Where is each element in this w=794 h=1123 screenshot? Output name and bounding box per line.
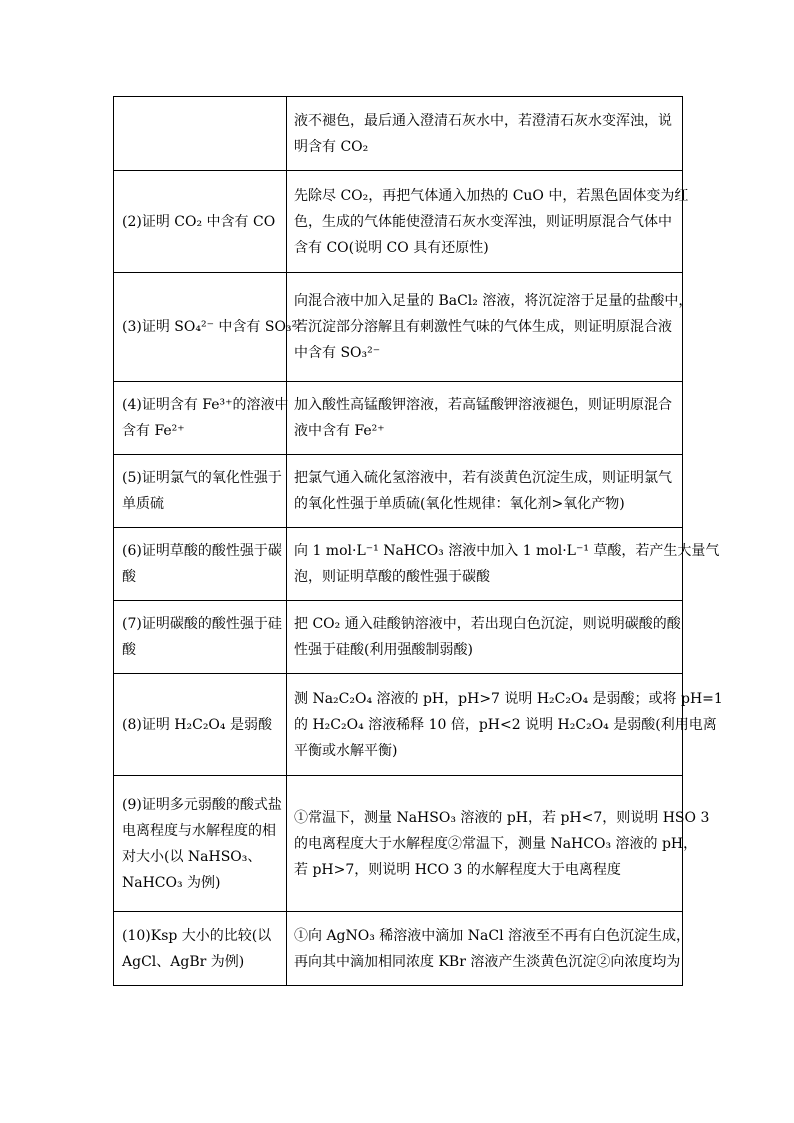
condition-line: (5)证明氯气的氧化性强于 [122,470,282,486]
method-line: ①常温下，测量 NaHSO₃ 溶液的 pH，若 pH<7，则说明 HSO 3 [294,809,710,826]
method-cell [287,528,720,601]
method-cell [287,382,683,455]
method-line: 向混合液中加入足量的 BaCl₂ 溶液，将沉淀溶于足量的盐酸中， [294,293,693,309]
method-line: 测 Na₂C₂O₄ 溶液的 pH，pH>7 说明 H₂C₂O₄ 是弱酸；或将 pH=1 [294,690,723,707]
method-line: 平衡或水解平衡) [294,742,398,759]
condition-cell [114,455,287,528]
method-line: 性强于硅酸(利用强酸制弱酸) [294,642,473,658]
condition-line: 酸 [122,569,136,585]
condition-line: (9)证明多元弱酸的酸式盐 [122,796,282,813]
table-row [114,776,683,912]
table-row [114,912,683,986]
method-line: 中含有 SO₃²⁻ [294,345,381,361]
condition-cell [114,171,287,273]
condition-cell [114,273,305,382]
table-row [114,601,683,674]
condition-line: (8)证明 H₂C₂O₄ 是弱酸 [122,716,272,733]
method-line: 加入酸性高锰酸钾溶液，若高锰酸钾溶液褪色，则证明原混合 [294,397,672,413]
condition-cell [114,601,287,674]
method-line: 色，生成的气体能使澄清石灰水变浑浊，则证明原混合气体中 [294,213,672,230]
condition-line: (7)证明碳酸的酸性强于硅 [122,616,282,632]
condition-line: 含有 Fe²⁺ [122,423,185,439]
condition-line: 酸 [122,642,136,658]
table-row [114,171,683,273]
method-line: 泡，则证明草酸的酸性强于碳酸 [294,569,490,585]
condition-cell [114,912,287,986]
method-line: 先除尽 CO₂，再把气体通入加热的 CuO 中，若黑色固体变为红 [294,187,689,204]
condition-cell [114,97,287,171]
table-row [114,97,683,171]
table-row [114,528,683,601]
condition-line: (2)证明 CO₂ 中含有 CO [122,213,276,230]
table-row [114,273,683,382]
condition-cell [114,382,287,455]
condition-line: (10)Ksp 大小的比较(以 [122,927,272,944]
method-line: 液中含有 Fe²⁺ [294,423,385,439]
method-cell [287,97,683,171]
condition-line: (6)证明草酸的酸性强于碳 [122,543,282,559]
method-line: 若沉淀部分溶解且有刺激性气味的气体生成，则证明原混合液 [294,319,672,335]
method-line: 的电离程度大于水解程度②常温下，测量 NaHCO₃ 溶液的 pH， [294,835,698,852]
condition-line: 对大小(以 NaHSO₃、 [122,848,262,865]
method-line: 的氧化性强于单质硫(氧化性规律：氧化剂>氧化产物) [294,496,625,512]
condition-cell [114,674,287,776]
condition-line: AgCl、AgBr 为例) [122,953,245,970]
table-row [114,382,683,455]
condition-cell [114,776,287,912]
method-cell [287,455,683,528]
method-line: 再向其中滴加相同浓度 KBr 溶液产生淡黄色沉淀②向浓度均为 [294,953,681,970]
method-line: 液不褪色，最后通入澄清石灰水中，若澄清石灰水变浑浊，说 [294,112,672,129]
method-cell [287,273,693,382]
table-row [114,674,683,776]
method-line: ①向 AgNO₃ 稀溶液中滴加 NaCl 溶液至不再有白色沉淀生成， [294,927,690,944]
method-line: 明含有 CO₂ [294,138,369,155]
condition-line: 电离程度与水解程度的相 [122,822,276,839]
method-cell [287,674,723,776]
method-line: 把 CO₂ 通入硅酸钠溶液中，若出现白色沉淀，则说明碳酸的酸 [294,616,681,632]
table-row [114,455,683,528]
condition-line: NaHCO₃ 为例) [122,874,221,891]
method-cell [287,171,689,273]
method-line: 向 1 mol·L⁻¹ NaHCO₃ 溶液中加入 1 mol·L⁻¹ 草酸，若产生大量气 [294,543,720,559]
experiment-method-table [113,96,723,986]
method-cell [287,601,683,674]
condition-line: (4)证明含有 Fe³⁺的溶液中 [122,397,289,413]
method-line: 把氯气通入硫化氢溶液中，若有淡黄色沉淀生成，则证明氯气 [294,470,672,486]
condition-line: (3)证明 SO₄²⁻ 中含有 SO₃²⁻ [122,319,305,335]
method-line: 若 pH>7，则说明 HCO 3 的水解程度大于电离程度 [294,861,621,878]
condition-line: 单质硫 [122,496,164,512]
condition-cell [114,528,287,601]
method-cell [287,912,690,986]
method-line: 的 H₂C₂O₄ 溶液稀释 10 倍，pH<2 说明 H₂C₂O₄ 是弱酸(利用电离 [294,716,717,733]
method-line: 含有 CO(说明 CO 具有还原性) [294,239,489,256]
method-cell [287,776,710,912]
